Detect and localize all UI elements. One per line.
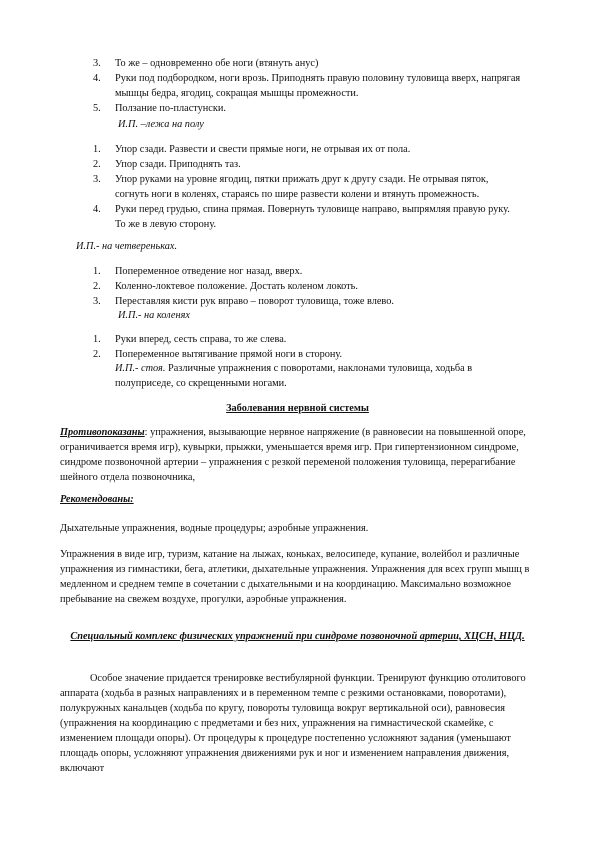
list-number: 1.	[93, 266, 101, 277]
list-item-text: Руки под подбородком, ноги врозь. Приподнять правую половину туловища вверх, напрягая мышцы бедра, ягодиц, сокращая мышцы промежности.	[115, 73, 521, 99]
list-number: 1.	[93, 144, 101, 155]
contraindications-text: : упражнения, вызывающие нервное напряжение (в равновесии на повышенной опоре, ограничивается время игр), кувырки, прыжки, уменьшается время игр. При гипертензионном синдроме, синдроме позвоночной артерии – упражнения с резкой переменой положения туловища, перерагибание шейного отдела позвоночника,	[60, 427, 526, 483]
ip-standing-label: И.П.- стоя.	[115, 363, 166, 374]
exercise-list-b	[93, 142, 523, 232]
list-number: 4.	[93, 204, 101, 215]
ip-kneeling-heading: И.П.- на коленях	[118, 310, 190, 321]
list-item-text: Ползание по-пластунски.	[115, 103, 226, 114]
list-number: 3.	[93, 296, 101, 307]
list-item-text: Попеременное вытягивание прямой ноги в сторону.	[115, 349, 343, 360]
list-item-text: Коленно-локтевое положение. Достать коленом локоть.	[115, 281, 358, 292]
list-item	[93, 202, 523, 232]
list-item-text: Попеременное отведение ног назад, вверх.	[115, 266, 303, 277]
list-number: 3.	[93, 58, 101, 69]
recommended-text: Дыхательные упражнения, водные процедуры; аэробные упражнения.	[60, 523, 369, 534]
exercise-list-d	[93, 332, 523, 362]
exercise-list-c	[93, 264, 523, 309]
list-item-text: Упор сзади. Приподнять таз.	[115, 159, 241, 170]
list-item	[93, 279, 523, 294]
standing-paragraph	[115, 361, 523, 391]
contraindications-paragraph	[60, 425, 535, 485]
list-item	[93, 264, 523, 279]
list-item	[93, 142, 523, 157]
list-item-text: Руки перед грудью, спина прямая. Повернуть туловище направо, выпрямляя правую руку. То же в левую сторону.	[115, 204, 510, 230]
final-paragraph: Особое значение придается тренировке вестибулярной функции. Тренируют функцию отолитового аппарата (ходьба в разных направлениях и в переменном темпе с резкими остановками, поворотами), полукружных канальцев (ходьба по кругу, повороты туловища вокруг вертикальной оси), равновесия (упражнения на координацию с предметами и без них, упражнения на гимнастической скамейке, с изменением площади опоры). От процедуры к процедуре постепенно усложняют задания (уменьшают площадь опоры, усложняют упражнения движениями рук и ног и изменением направления движения, включают	[60, 673, 526, 774]
recommended-label: Рекомендованы:	[60, 494, 134, 505]
list-item-text: Упор сзади. Развести и свести прямые ноги, не отрывая их от пола.	[115, 144, 411, 155]
ip-lying-heading: И.П. –лежа на полу	[118, 119, 204, 130]
list-item	[93, 294, 523, 309]
list-number: 1.	[93, 334, 101, 345]
list-item-text: То же – одновременно обе ноги (втянуть анус)	[115, 58, 319, 69]
ip-all-fours-heading: И.П.- на четвереньках.	[76, 241, 178, 252]
list-item-text: Переставляя кисти рук вправо – поворот туловища, тоже влево.	[115, 296, 394, 307]
special-complex-title: Специальный комплекс физических упражнений при синдроме позвоночной артерии, ХЦСН, НЦД.	[70, 631, 525, 642]
list-number: 2.	[93, 281, 101, 292]
list-item	[93, 347, 523, 362]
list-number: 2.	[93, 349, 101, 360]
contraindications-label: Противопоказаны	[60, 427, 145, 438]
standing-text: Различные упражнения с поворотами, наклонами туловища, ходьба в полуприседе, со скрещенными ногами.	[115, 363, 473, 389]
list-number: 3.	[93, 174, 101, 185]
exercise-list-a	[93, 56, 523, 116]
section-title: Заболевания нервной системы	[226, 403, 369, 414]
list-item	[93, 101, 523, 116]
list-item	[93, 157, 523, 172]
list-item	[93, 71, 523, 101]
list-number: 2.	[93, 159, 101, 170]
list-number: 4.	[93, 73, 101, 84]
list-number: 5.	[93, 103, 101, 114]
list-item-text: Руки вперед, сесть справа, то же слева.	[115, 334, 287, 345]
exercises-paragraph: Упражнения в виде игр, туризм, катание на лыжах, коньках, велосипеде, купание, волейбол и различные упражнения из гимнастики, бега, атлетики, дыхательные упражнения. Упражнения для всех групп мышц в медленном и среднем темпе в сочетании с дыхательными и на координацию. Максимально возможное пребывание на свежем воздухе, прогулки, аэробные упражнения.	[60, 549, 530, 605]
list-item	[93, 56, 523, 71]
list-item	[93, 332, 523, 347]
list-item-text: Упор руками на уровне ягодиц, пятки прижать друг к другу сзади. Не отрывая пяток, согнуть ноги в коленях, стараясь по шире развести колени и втянуть промежность.	[115, 174, 489, 200]
list-item	[93, 172, 523, 202]
